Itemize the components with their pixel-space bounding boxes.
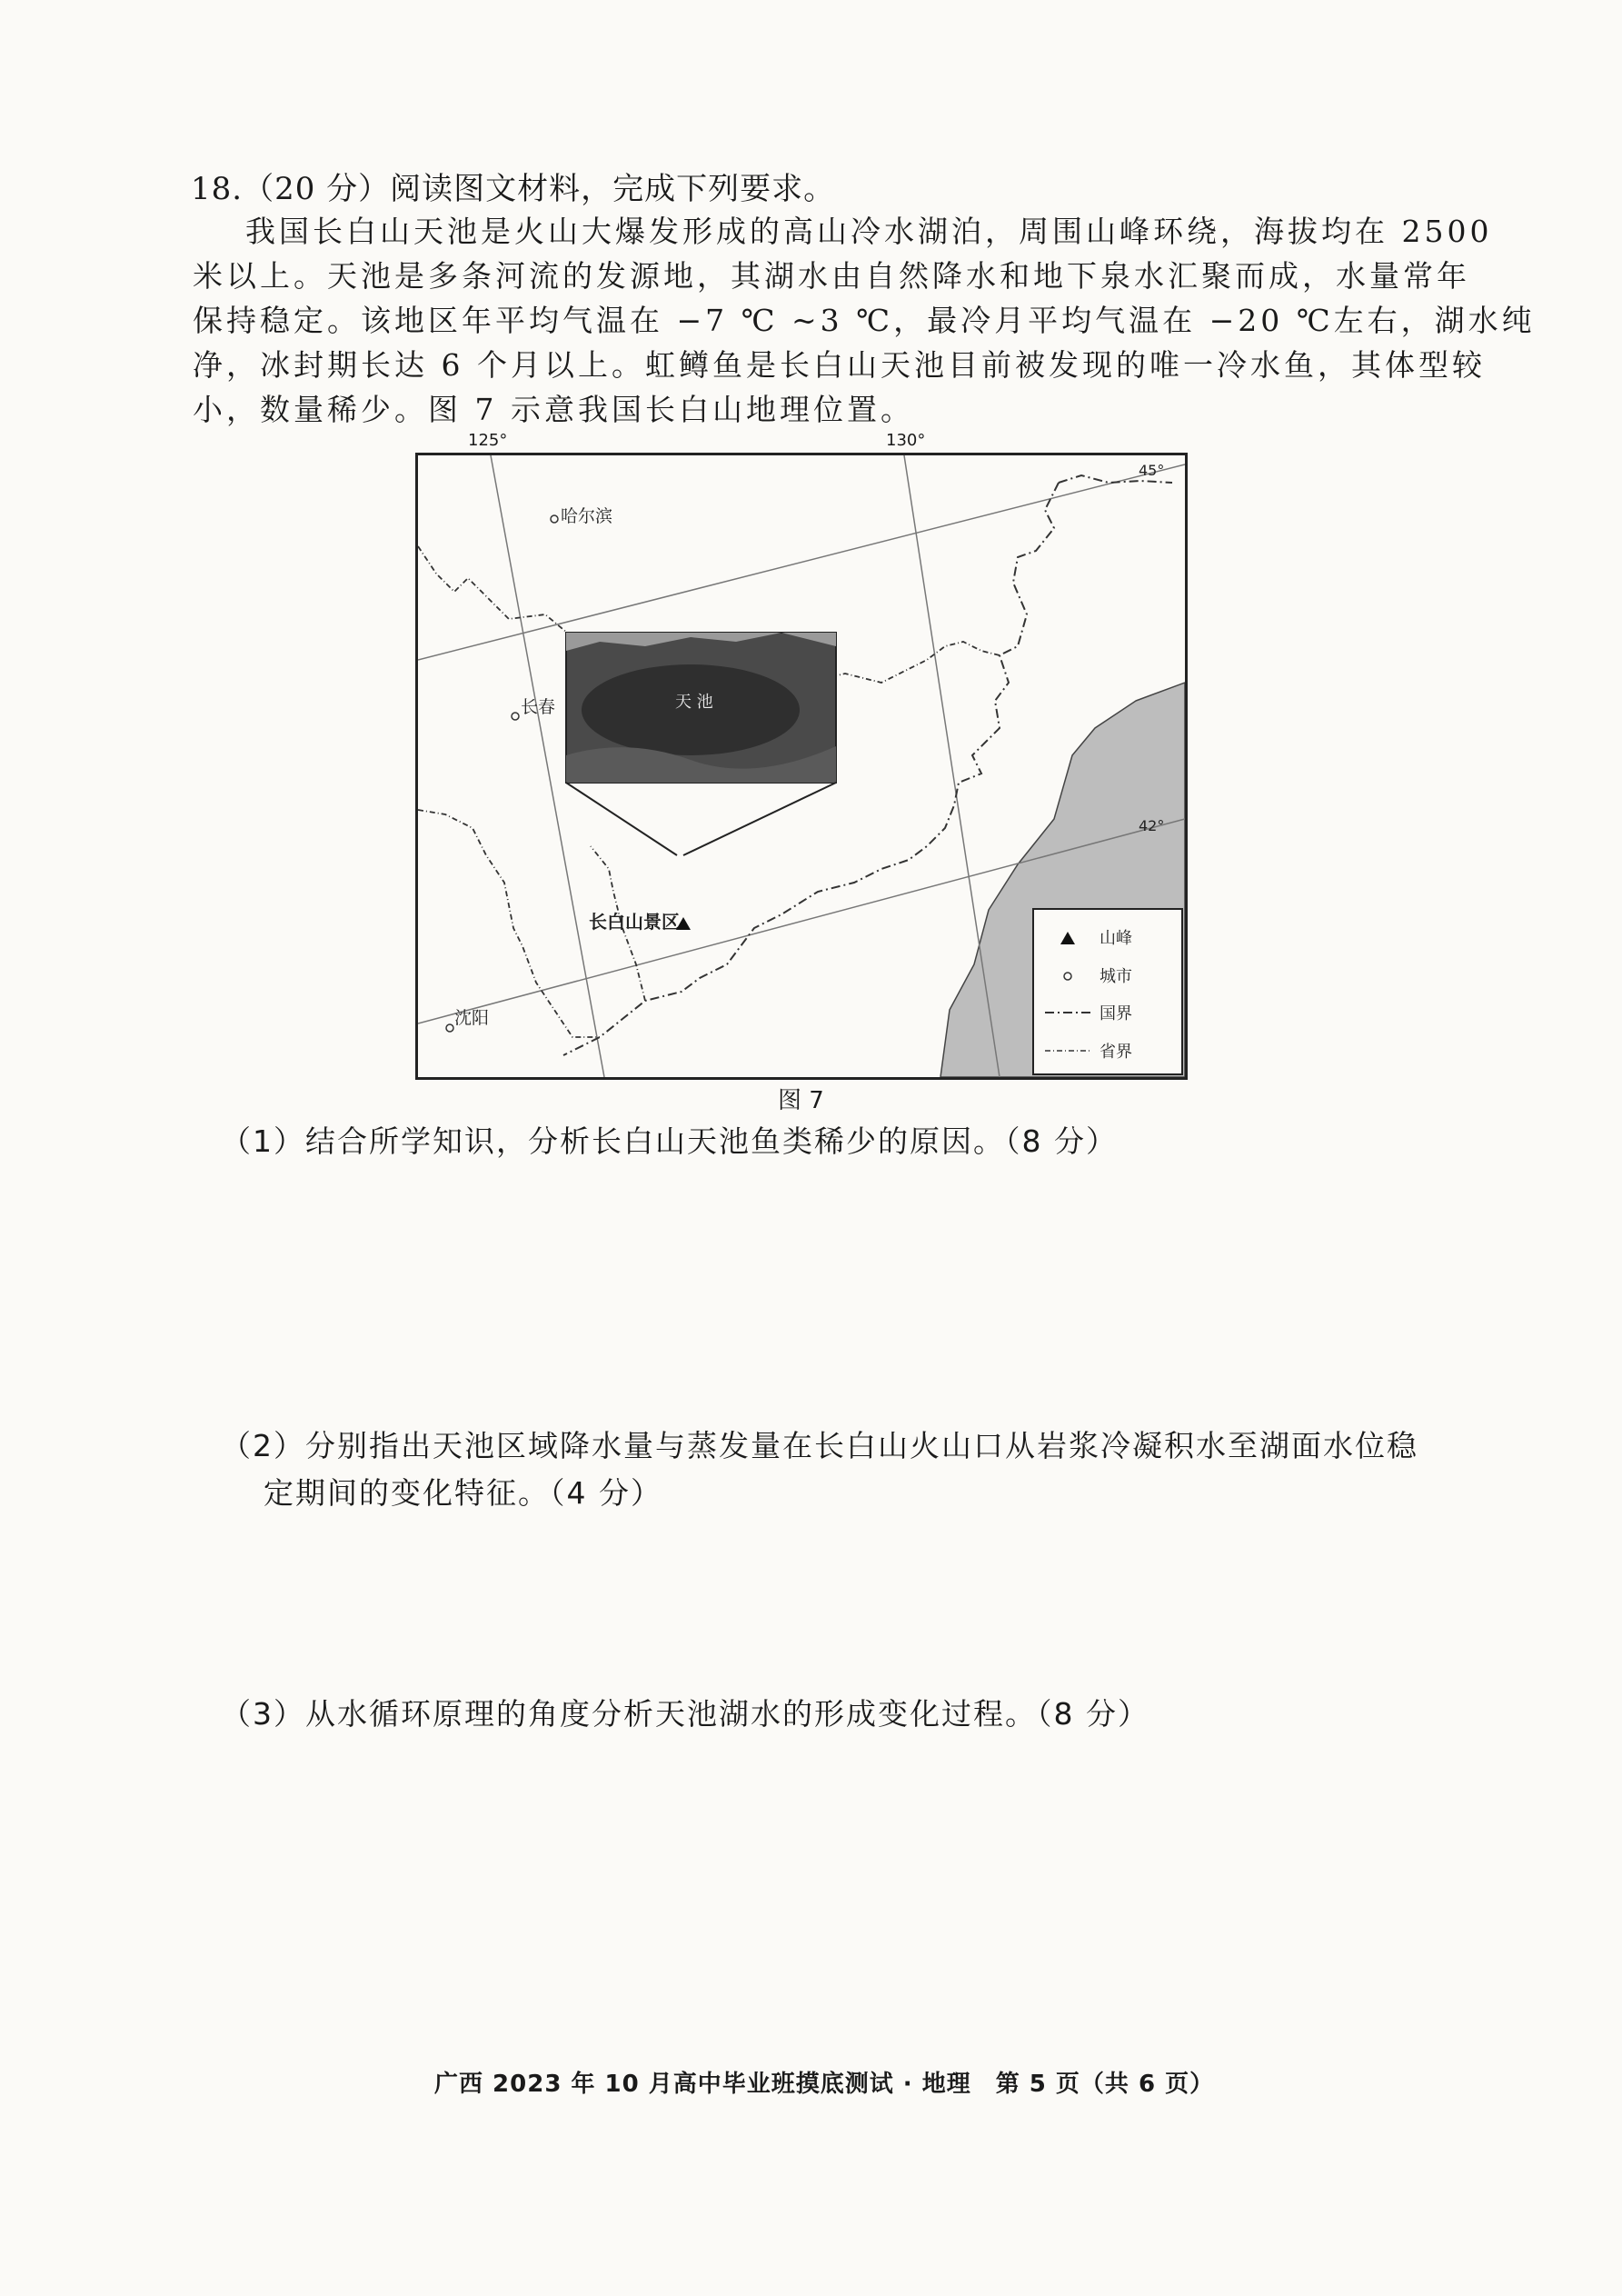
subquestion-2-line-1: （2）分别指出天池区域降水量与蒸发量在长白山火山口从岩浆冷凝积水至湖面水位稳: [221, 1428, 1418, 1463]
paragraph-line-2: 米以上。天池是多条河流的发源地，其湖水由自然降水和地下泉水汇聚而成，水量常年: [193, 258, 1470, 294]
paragraph-line-3: 保持稳定。该地区年平均气温在 −7 ℃ ~3 ℃，最冷月平均气温在 −20 ℃左右，湖水纯: [193, 303, 1536, 338]
meridian-130: [904, 455, 1000, 1077]
lon-label-130: 130°: [886, 431, 926, 450]
photo-label: 天 池: [675, 693, 713, 712]
lat-label-45: 45°: [1139, 462, 1165, 479]
subquestion-1: （1）结合所学知识，分析长白山天池鱼类稀少的原因。（8 分）: [221, 1123, 1118, 1159]
parallel-45: [418, 464, 1185, 660]
legend-national-border: 国界: [1100, 1004, 1132, 1023]
paragraph-line-4: 净，冰封期长达 6 个月以上。虹鳟鱼是长白山天池目前被发现的唯一冷水鱼，其体型较: [193, 347, 1486, 383]
map-drawing: [418, 455, 1185, 1077]
provincial-border-jl-ln: [418, 810, 600, 1037]
legend-peak: 山峰: [1100, 929, 1132, 948]
subquestion-2-line-2: 定期间的变化特征。（4 分）: [264, 1475, 662, 1511]
subquestion-3: （3）从水循环原理的角度分析天池湖水的形成变化过程。（8 分）: [221, 1696, 1149, 1732]
city-changchun: 长春: [521, 697, 556, 717]
city-dot-shenyang: [446, 1024, 453, 1032]
question-header: 18.（20 分）阅读图文材料，完成下列要求。: [191, 171, 836, 207]
legend-provincial-border: 省界: [1100, 1043, 1132, 1062]
legend-city: 城市: [1100, 967, 1132, 986]
callout-line-right: [683, 783, 836, 855]
scenic-label: 长白山景区: [589, 911, 680, 933]
lon-label-125: 125°: [468, 431, 508, 450]
location-map: [415, 453, 1188, 1080]
callout-line-left: [566, 783, 677, 855]
city-dot-changchun: [512, 713, 519, 720]
lat-label-42: 42°: [1139, 817, 1165, 834]
page-footer: 广西 2023 年 10 月高中毕业班摸底测试 · 地理 第 5 页（共 6 页）: [434, 2071, 1215, 2098]
paragraph-line-1: 我国长白山天池是火山大爆发形成的高山冷水湖泊，周围山峰环绕，海拔均在 2500: [245, 214, 1493, 249]
city-harbin: 哈尔滨: [561, 506, 613, 526]
city-dot-harbin: [551, 515, 558, 523]
city-shenyang: 沈阳: [454, 1008, 490, 1028]
paragraph-line-5: 小，数量稀少。图 7 示意我国长白山地理位置。: [193, 392, 914, 427]
figure-caption: 图 7: [778, 1087, 824, 1114]
